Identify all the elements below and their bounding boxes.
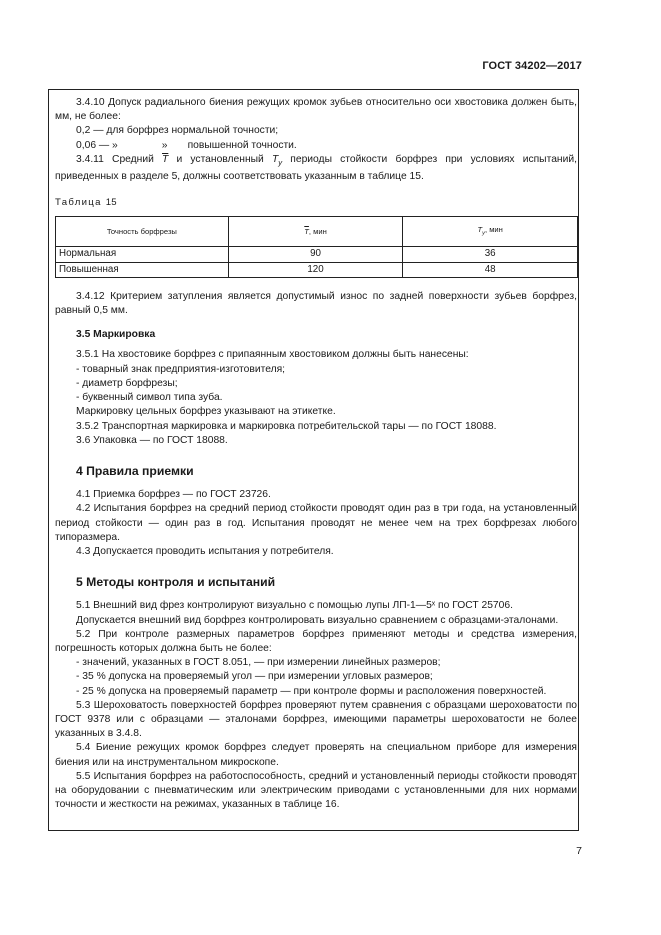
clause-5-1-note: Допускается внешний вид борфрез контролировать визуально сравнением с образцами-эталонами.: [76, 614, 559, 626]
list-item: - товарный знак предприятия-изготовителя;: [76, 363, 286, 375]
list-item: - диаметр борфрезы;: [76, 377, 178, 389]
document-id: ГОСТ 34202—2017: [482, 60, 582, 72]
section-4-title: 4 Правила приемки: [76, 463, 194, 478]
clause-5-2: 5.2 При контроле размерных параметров борфрез применяют методы и средства измерения, погрешность которых должна быть не более:: [55, 628, 577, 654]
table-15-word: Таблица: [55, 197, 102, 209]
table-15-number: 15: [105, 197, 117, 209]
symbol-t-mean: $\overline{T}$: [162, 153, 169, 165]
clause-3-4-11-mid: и установленный: [176, 153, 264, 165]
cell-t-set: 48: [403, 262, 578, 277]
value-0-2-text: — для борфрез нормальной точности;: [93, 125, 279, 137]
clause-4-1: 4.1 Приемка борфрез — по ГОСТ 23726.: [76, 489, 271, 501]
col-header-t-mean: [228, 217, 403, 247]
col-header-t-set-unit: , мин: [484, 225, 503, 235]
clause-5-1: 5.1 Внешний вид фрез контролируют визуально с помощью лупы ЛП-1—5ˣ по ГОСТ 25706.: [76, 600, 513, 612]
col-header-t-set-sub: у: [482, 230, 485, 237]
list-item: - 25 % допуска на проверяемый параметр — при контроле формы и расположения поверхностей.: [76, 685, 547, 697]
cell-t-mean: 120: [228, 262, 403, 277]
value-0-06-text: повышенной точности.: [187, 139, 297, 151]
page-number: 7: [576, 845, 582, 857]
symbol-t-set-sub: у: [278, 157, 283, 167]
clause-3-4-12: 3.4.12 Критерием затупления является допустимый износ по задней поверхности зубьев борфрез, равный 0,5 мм.: [55, 290, 577, 317]
table-15: [55, 216, 578, 277]
clause-5-5: 5.5 Испытания борфрез на работоспособность, средний и установленный периоды стойкости проводят на оборудовании с пневматическим или электрическим приводами с установленными для них нормами точности и жесткости на режимах, указанных в таблице 16.: [55, 770, 577, 811]
value-0-06: 0,06 — »: [76, 139, 118, 151]
clause-3-6: 3.6 Упаковка — по ГОСТ 18088.: [76, 434, 228, 446]
col-header-t-mean-sym: $\overline{T}$: [304, 226, 309, 236]
ditto-mark: »: [161, 139, 168, 151]
clause-3-4-10: 3.4.10 Допуск радиального биения режущих кромок зубьев относительно оси хвостовика должен быть, мм, не более:: [55, 97, 577, 123]
clause-4-3: 4.3 Допускается проводить испытания у потребителя.: [76, 545, 334, 557]
clause-3-4-11: [55, 153, 577, 184]
cell-accuracy: Нормальная: [56, 247, 229, 262]
cell-t-mean: 90: [228, 247, 403, 262]
section-3-5-title: 3.5 Маркировка: [76, 329, 156, 341]
clause-3-5-1: 3.5.1 На хвостовике борфрез с припаянным хвостовиком должны быть нанесены:: [76, 349, 469, 361]
cell-t-set: 36: [403, 247, 578, 262]
clause-5-3: 5.3 Шероховатость поверхностей борфрез проверяют путем сравнения с образцами шероховатости по ГОСТ 9378 или с образцами — эталонами борфрез, имеющими параметры шероховатости не более указанных в 3.4.8.: [55, 699, 577, 740]
page-content: [55, 96, 577, 812]
col-header-t-set: [403, 217, 578, 247]
label-note: Маркировку цельных борфрез указывают на этикетке.: [76, 406, 336, 418]
symbol-t-set: T: [271, 153, 279, 165]
table-15-title: [55, 196, 577, 210]
col-header-accuracy: Точность борфрезы: [56, 217, 229, 247]
col-header-t-mean-unit: , мин: [308, 226, 327, 236]
cell-accuracy: Повышенная: [56, 262, 229, 277]
table-row: [56, 247, 578, 262]
clause-3-4-11-pre: 3.4.11 Средний: [76, 153, 154, 165]
clause-5-4: 5.4 Биение режущих кромок борфрез следует проверять на специальном приборе для измерения биения или на инструментальном микроскопе.: [55, 742, 577, 768]
clause-3-4-10-line2: [55, 139, 577, 153]
clause-4-2: 4.2 Испытания борфрез на средний период стойкости проводят один раз в три года, на установленный период стойкости — один раз в год. Испытания проводят не менее чем на трех борфрезах любого типоразмера.: [55, 503, 577, 543]
list-item: - буквенный символ типа зуба.: [76, 392, 223, 404]
list-item: - значений, указанных в ГОСТ 8.051, — при измерении линейных размеров;: [76, 657, 441, 669]
section-5-title: 5 Методы контроля и испытаний: [76, 575, 276, 590]
value-0-2: 0,2: [76, 125, 91, 137]
table-header-row: [56, 217, 578, 247]
clause-3-5-2: 3.5.2 Транспортная маркировка и маркировка потребительской тары — по ГОСТ 18088.: [76, 420, 497, 432]
table-row: [56, 262, 578, 277]
list-item: - 35 % допуска на проверяемый угол — при измерении угловых размеров;: [76, 671, 433, 683]
col-header-t-set-sym: T: [477, 225, 483, 235]
clause-3-4-10-line1: [55, 124, 577, 138]
clause-3-4-11-post: периоды стойкости борфрез при условиях испытаний, приведенных в разделе 5, должны соответствовать указанным в таблице 15.: [55, 153, 577, 183]
